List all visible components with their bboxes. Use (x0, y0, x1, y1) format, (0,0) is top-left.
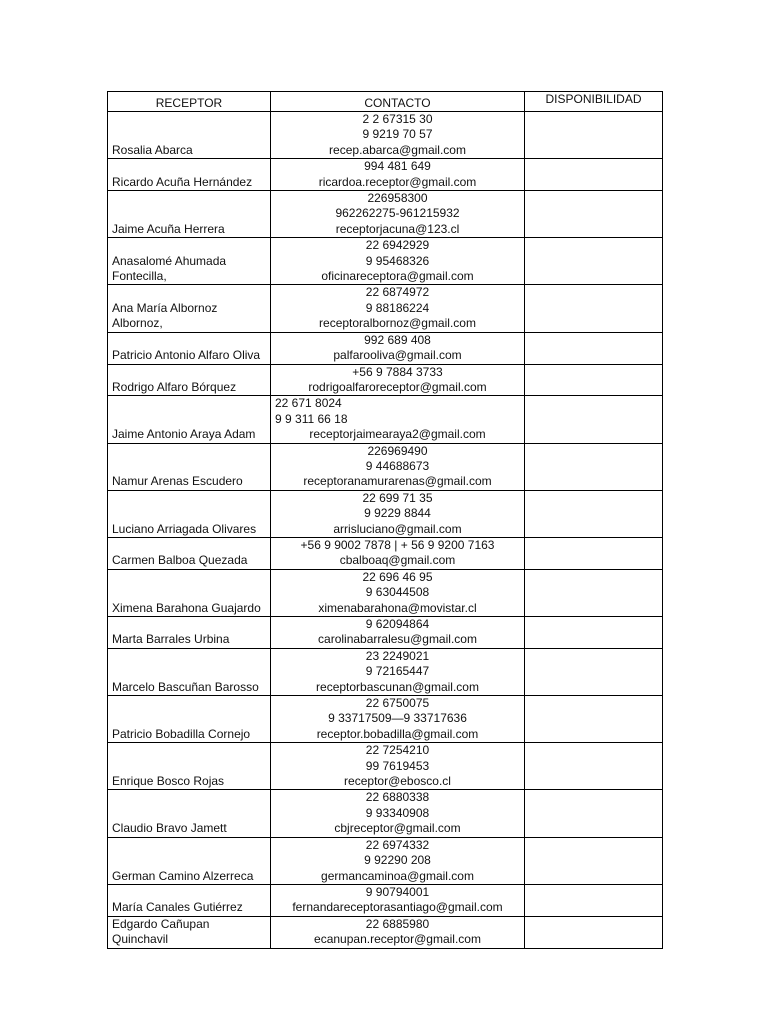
contact-phone: 9 63044508 (365, 585, 430, 600)
contact-cell (271, 696, 525, 743)
contact-phone: 9 44688673 (365, 458, 430, 473)
contact-phone: 22 699 71 35 (362, 490, 433, 505)
table-row (108, 443, 663, 490)
contact-email: receptorjaimearaya2@gmail.com (309, 427, 486, 442)
table-row (108, 790, 663, 837)
contact-email: recep.abarca@gmail.com (329, 142, 466, 157)
contact-email: receptoralbornoz@gmail.com (319, 316, 476, 331)
table-row (108, 569, 663, 616)
contact-cell (271, 159, 525, 191)
table-row (108, 696, 663, 743)
header-receptor: RECEPTOR (108, 92, 271, 112)
availability-cell (525, 396, 663, 443)
contact-phone: 226958300 (367, 191, 428, 206)
contact-phone: 9 9229 8844 (364, 506, 431, 521)
receptor-name: María Canales Gutiérrez (108, 884, 271, 916)
contact-cell (271, 569, 525, 616)
contact-phone: 22 6880338 (365, 790, 430, 805)
contact-cell (271, 191, 525, 238)
table-header-row (108, 92, 663, 112)
contact-phone: 9 33717509—9 33717636 (328, 711, 467, 726)
contact-email: fernandareceptorasantiago@gmail.com (292, 900, 503, 915)
table-row (108, 617, 663, 649)
receptor-name: Ana María Albornoz Albornoz, (108, 285, 271, 332)
contact-phone: 9 90794001 (365, 884, 430, 899)
availability-cell (525, 159, 663, 191)
contact-cell (271, 837, 525, 884)
availability-cell (525, 191, 663, 238)
contact-cell (271, 285, 525, 332)
receptor-name: Ximena Barahona Guajardo (108, 569, 271, 616)
contact-phone: 22 6974332 (365, 837, 430, 852)
table-row (108, 238, 663, 285)
receptor-name: Marta Barrales Urbina (108, 617, 271, 649)
receptor-name: Rodrigo Alfaro Bórquez (108, 364, 271, 396)
availability-cell (525, 537, 663, 569)
availability-cell (525, 884, 663, 916)
receptor-name: Rosalia Abarca (108, 112, 271, 159)
receptor-name: Patricio Bobadilla Cornejo (108, 696, 271, 743)
contact-email: carolinabarralesu@gmail.com (318, 632, 477, 647)
contact-email: ximenabarahona@movistar.cl (318, 600, 477, 615)
availability-cell (525, 332, 663, 364)
table-row (108, 364, 663, 396)
table-row (108, 648, 663, 695)
table-body (108, 112, 663, 949)
contact-email: rodrigoalfaroreceptor@gmail.com (308, 379, 487, 394)
contact-phone: 994 481 649 (364, 159, 431, 174)
availability-cell (525, 916, 663, 948)
contact-cell (271, 537, 525, 569)
table-row (108, 396, 663, 443)
availability-cell (525, 648, 663, 695)
contact-phone: 22 6750075 (365, 696, 430, 711)
contact-cell (271, 743, 525, 790)
contact-phone: 22 671 8024 (275, 396, 342, 411)
contact-phone: 22 696 46 95 (362, 569, 433, 584)
receptor-name: Enrique Bosco Rojas (108, 743, 271, 790)
contact-phone: 99 7619453 (365, 758, 430, 773)
table-row (108, 743, 663, 790)
contact-phone: 9 9 311 66 18 (275, 411, 348, 426)
contact-email: ecanupan.receptor@gmail.com (314, 932, 481, 947)
table-row (108, 537, 663, 569)
contact-email: receptorbascunan@gmail.com (316, 679, 479, 694)
receptor-name: Claudio Bravo Jamett (108, 790, 271, 837)
contact-cell (271, 364, 525, 396)
availability-cell (525, 285, 663, 332)
availability-cell (525, 743, 663, 790)
contact-email: ricardoa.receptor@gmail.com (318, 174, 477, 189)
contact-phone: 226969490 (367, 443, 428, 458)
receptor-name: Luciano Arriagada Olivares (108, 490, 271, 537)
receptor-name: Jaime Acuña Herrera (108, 191, 271, 238)
availability-cell (525, 696, 663, 743)
contact-cell (271, 396, 525, 443)
contact-phone: 9 88186224 (365, 300, 430, 315)
receptor-name: Namur Arenas Escudero (108, 443, 271, 490)
contact-cell (271, 790, 525, 837)
contact-phone: 22 6885980 (365, 916, 430, 931)
contact-cell (271, 490, 525, 537)
contact-phone: 992 689 408 (364, 332, 431, 347)
availability-cell (525, 364, 663, 396)
table-row (108, 332, 663, 364)
contact-phone: 2 2 67315 30 (362, 112, 433, 126)
contact-email: receptoranamurarenas@gmail.com (303, 474, 492, 489)
contact-email: oficinareceptora@gmail.com (321, 269, 474, 284)
contact-cell (271, 443, 525, 490)
availability-cell (525, 569, 663, 616)
receptor-name: Carmen Balboa Quezada (108, 537, 271, 569)
contact-phone: 22 7254210 (365, 743, 430, 758)
contact-cell (271, 617, 525, 649)
contact-phone: 22 6874972 (365, 285, 430, 300)
availability-cell (525, 617, 663, 649)
availability-cell (525, 238, 663, 285)
availability-cell (525, 112, 663, 159)
contact-phone: 9 62094864 (365, 617, 430, 631)
table-row (108, 884, 663, 916)
contact-phone: 962262275-961215932 (335, 206, 460, 221)
receptor-name: Marcelo Bascuñan Barosso (108, 648, 271, 695)
contact-phone: 9 9219 70 57 (362, 127, 433, 142)
table-row (108, 112, 663, 159)
receptor-name: Jaime Antonio Araya Adam (108, 396, 271, 443)
contact-phone: 9 92290 208 (364, 853, 431, 868)
availability-cell (525, 443, 663, 490)
contact-phone: 9 72165447 (365, 664, 430, 679)
receptor-directory-table (107, 91, 663, 949)
contact-phone: +56 9 7884 3733 (352, 364, 443, 379)
contact-email: cbjreceptor@gmail.com (334, 821, 461, 836)
contact-email: receptorjacuna@123.cl (335, 221, 460, 236)
contact-cell (271, 916, 525, 948)
receptor-name: Anasalomé Ahumada Fontecilla, (108, 238, 271, 285)
contact-email: cbalboaq@gmail.com (339, 553, 456, 568)
receptor-name: Edgardo Cañupan Quinchavil (108, 916, 271, 948)
contact-phone: 23 2249021 (365, 648, 430, 663)
contact-email: receptor.bobadilla@gmail.com (316, 726, 479, 741)
contact-email: germancaminoa@gmail.com (321, 868, 474, 883)
contact-phone: 22 6942929 (365, 238, 430, 253)
contact-email: palfarooliva@gmail.com (333, 348, 462, 363)
table-row (108, 837, 663, 884)
contact-phone: 9 93340908 (365, 805, 430, 820)
table-row (108, 159, 663, 191)
receptor-name: German Camino Alzerreca (108, 837, 271, 884)
table-row (108, 490, 663, 537)
contact-email: receptor@ebosco.cl (344, 774, 451, 789)
contact-cell (271, 332, 525, 364)
header-disponibilidad: DISPONIBILIDAD (525, 92, 663, 112)
availability-cell (525, 837, 663, 884)
contact-cell (271, 648, 525, 695)
contact-phone: 9 95468326 (365, 253, 430, 268)
table-row (108, 916, 663, 948)
contact-cell (271, 112, 525, 159)
header-contacto: CONTACTO (271, 92, 525, 112)
contact-cell (271, 884, 525, 916)
table-row (108, 285, 663, 332)
availability-cell (525, 490, 663, 537)
contact-phone: +56 9 9002 7878 | + 56 9 9200 7163 (300, 537, 495, 552)
table-row (108, 191, 663, 238)
contact-email: arrisluciano@gmail.com (333, 521, 462, 536)
contact-cell (271, 238, 525, 285)
receptor-name: Patricio Antonio Alfaro Oliva (108, 332, 271, 364)
availability-cell (525, 790, 663, 837)
receptor-name: Ricardo Acuña Hernández (108, 159, 271, 191)
